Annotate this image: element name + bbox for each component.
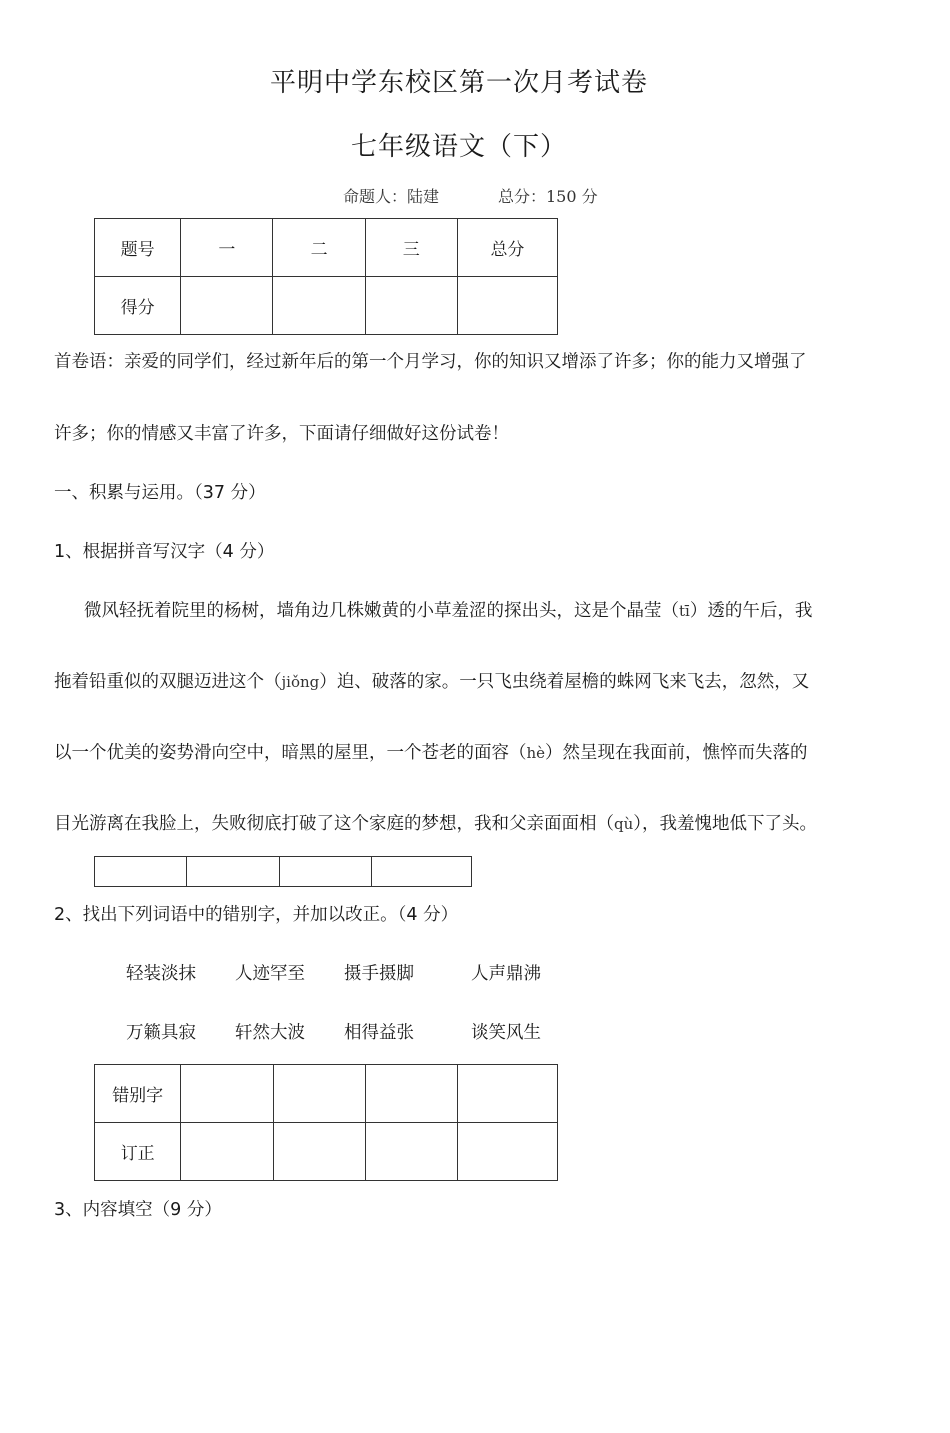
word-item: 万籁具寂 xyxy=(126,1023,196,1043)
passage-text: ），我羞愧地低下了头。 xyxy=(633,814,818,834)
word-item: 相得益张 xyxy=(344,1023,414,1043)
passage-text: 微风轻抚着院里的杨树，墙角边几株嫩黄的小草羞涩的探出头，这是个晶莹（ xyxy=(84,601,679,621)
passage-text: ）迫、破落的家。一只飞虫绕着屋檐的蛛网飞来飞去，忽然，又 xyxy=(319,672,810,692)
question-title: 1、根据拼音写汉字（4 分） xyxy=(54,542,275,562)
correction-row-label: 错别字 xyxy=(95,1065,181,1123)
correction-cell[interactable] xyxy=(365,1065,457,1123)
answer-box[interactable] xyxy=(95,857,187,887)
correction-cell[interactable] xyxy=(273,1123,365,1181)
score-cell[interactable] xyxy=(181,277,273,335)
correction-table xyxy=(94,1064,558,1181)
answer-boxes xyxy=(94,856,472,887)
passage-text: 目光游离在我脸上，失败彻底打破了这个家庭的梦想，我和父亲面面相（ xyxy=(54,814,614,834)
passage-text: ）透的午后，我 xyxy=(689,601,813,621)
passage-line xyxy=(84,597,812,622)
correction-cell[interactable] xyxy=(457,1123,557,1181)
exam-subtitle: 七年级语文（下） xyxy=(350,132,567,162)
passage-line xyxy=(54,668,809,693)
exam-title: 平明中学东校区第一次月考试卷 xyxy=(269,68,648,98)
answer-box[interactable] xyxy=(187,857,279,887)
passage-text: 拖着铅重似的双腿迈进这个（ xyxy=(54,672,282,692)
passage-text: ）然呈现在我面前，憔悴而失落的 xyxy=(545,743,808,763)
intro-line: 许多；你的情感又丰富了许多，下面请仔细做好这份试卷！ xyxy=(54,424,509,444)
word-item: 轩然大波 xyxy=(235,1023,305,1043)
intro-line: 首卷语：亲爱的同学们，经过新年后的第一个月学习，你的知识又增添了许多；你的能力又增强了 xyxy=(54,352,807,372)
pinyin: hè xyxy=(526,744,546,762)
correction-cell[interactable] xyxy=(365,1123,457,1181)
word-item: 摄手摄脚 xyxy=(344,964,414,984)
score-table-header: 总分 xyxy=(457,219,557,277)
question-title: 3、内容填空（9 分） xyxy=(54,1200,222,1220)
passage-line xyxy=(54,739,808,764)
pinyin: jiǒng xyxy=(281,673,320,691)
score-table xyxy=(94,218,558,335)
score-cell[interactable] xyxy=(457,277,557,335)
exam-author: 命题人：陆建 xyxy=(343,187,440,206)
word-item: 轻装淡抹 xyxy=(126,964,196,984)
answer-box[interactable] xyxy=(371,857,471,887)
score-row-label: 得分 xyxy=(95,277,181,335)
answer-box[interactable] xyxy=(279,857,371,887)
score-cell[interactable] xyxy=(273,277,365,335)
score-table-header: 一 xyxy=(181,219,273,277)
score-table-header: 二 xyxy=(273,219,365,277)
word-item: 人迹罕至 xyxy=(235,964,305,984)
pinyin: tī xyxy=(679,602,690,620)
correction-cell[interactable] xyxy=(181,1123,273,1181)
correction-cell[interactable] xyxy=(457,1065,557,1123)
score-table-header: 题号 xyxy=(95,219,181,277)
correction-cell[interactable] xyxy=(273,1065,365,1123)
pinyin: qù xyxy=(614,815,634,833)
passage-text: 以一个优美的姿势滑向空中，暗黑的屋里，一个苍老的面容（ xyxy=(54,743,527,763)
correction-cell[interactable] xyxy=(181,1065,273,1123)
passage-line xyxy=(54,810,817,835)
word-item: 人声鼎沸 xyxy=(471,964,541,984)
section-title: 一、积累与运用。（37 分） xyxy=(54,483,266,503)
question-title: 2、找出下列词语中的错别字，并加以改正。（4 分） xyxy=(54,905,459,925)
score-cell[interactable] xyxy=(365,277,457,335)
score-table-header: 三 xyxy=(365,219,457,277)
correction-row-label: 订正 xyxy=(95,1123,181,1181)
exam-total-score: 总分：150 分 xyxy=(498,187,598,206)
word-item: 谈笑风生 xyxy=(471,1023,541,1043)
